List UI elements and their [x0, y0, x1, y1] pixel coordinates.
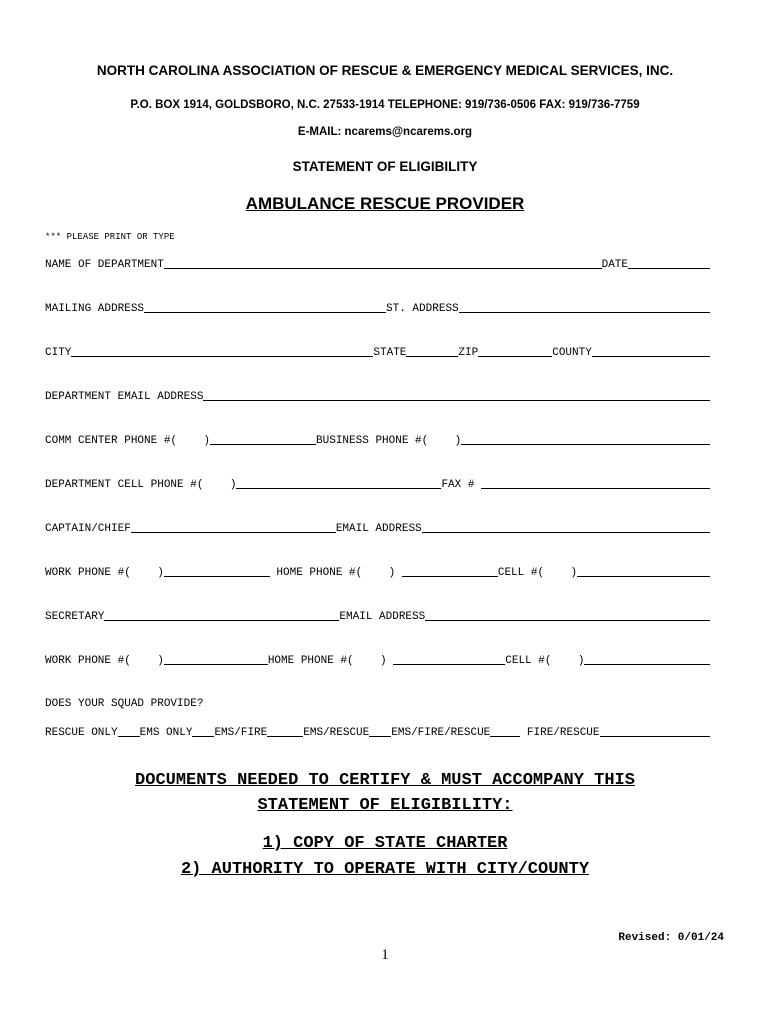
row-dept-cell: [45, 478, 710, 491]
secretary-home-phone-label: HOME PHONE #( ): [267, 655, 394, 667]
fax-field[interactable]: [481, 478, 710, 489]
row-captain: [45, 522, 710, 535]
option-ems-only-label: EMS ONLY: [139, 727, 193, 739]
dept-cell-phone-label: DEPARTMENT CELL PHONE #( ): [45, 479, 237, 491]
row-city: [45, 346, 710, 359]
captain-email-field[interactable]: [422, 522, 710, 533]
mailing-address-label: MAILING ADDRESS: [45, 303, 145, 315]
document-item-charter: 1) COPY OF STATE CHARTER: [262, 834, 508, 853]
org-name: NORTH CAROLINA ASSOCIATION OF RESCUE & EMERGENCY MEDICAL SERVICES, INC.: [96, 63, 674, 78]
zip-label: ZIP: [458, 347, 479, 359]
print-instruction: *** PLEASE PRINT OR TYPE: [45, 232, 175, 242]
dept-email-field[interactable]: [203, 390, 710, 401]
county-label: COUNTY: [552, 347, 592, 359]
row-captain-phones: [45, 566, 710, 579]
secretary-cell-field[interactable]: [584, 654, 710, 665]
row-squad-options: [45, 726, 710, 739]
option-ems-fire-label: EMS/FIRE: [214, 727, 268, 739]
secretary-label: SECRETARY: [45, 611, 105, 623]
row-secretary-phones: [45, 654, 710, 667]
captain-chief-field[interactable]: [131, 522, 336, 533]
date-label: DATE: [601, 259, 628, 271]
option-ems-only-field[interactable]: [192, 726, 214, 737]
state-field[interactable]: [406, 346, 458, 357]
dept-name-label: NAME OF DEPARTMENT: [45, 259, 164, 271]
row-secretary: [45, 610, 710, 623]
captain-work-phone-field[interactable]: [164, 566, 270, 577]
revised-date: Revised: 0/01/24: [618, 932, 724, 944]
documents-heading-line1: DOCUMENTS NEEDED TO CERTIFY & MUST ACCOMPANY THIS: [135, 771, 635, 790]
mailing-address-field[interactable]: [144, 302, 386, 313]
secretary-email-label: EMAIL ADDRESS: [339, 611, 426, 623]
secretary-work-phone-label: WORK PHONE #( ): [45, 655, 164, 667]
business-phone-label: BUSINESS PHONE #( ): [316, 435, 462, 447]
dept-name-field[interactable]: [164, 258, 602, 269]
county-field[interactable]: [592, 346, 710, 357]
captain-email-label: EMAIL ADDRESS: [335, 523, 422, 535]
documents-heading-line2: STATEMENT OF ELIGIBILITY:: [257, 796, 513, 815]
option-fire-rescue-label: FIRE/RESCUE: [520, 727, 600, 739]
st-address-field[interactable]: [459, 302, 710, 313]
row-comm-phone: [45, 434, 710, 447]
captain-cell-field[interactable]: [577, 566, 710, 577]
org-email: E-MAIL: ncarems@ncarems.org: [297, 126, 473, 138]
city-label: CITY: [45, 347, 72, 359]
option-ems-fire-rescue-label: EMS/FIRE/RESCUE: [391, 727, 491, 739]
secretary-field[interactable]: [104, 610, 339, 621]
captain-work-phone-label: WORK PHONE #( ): [45, 567, 164, 579]
state-label: STATE: [373, 347, 407, 359]
secretary-email-field[interactable]: [425, 610, 710, 621]
secretary-cell-label: CELL #( ): [505, 655, 585, 667]
comm-center-phone-field[interactable]: [210, 434, 316, 445]
dept-cell-phone-field[interactable]: [236, 478, 441, 489]
captain-chief-label: CAPTAIN/CHIEF: [45, 523, 131, 535]
captain-home-phone-field[interactable]: [402, 566, 498, 577]
document-item-authority: 2) AUTHORITY TO OPERATE WITH CITY/COUNTY: [180, 860, 590, 879]
secretary-work-phone-field[interactable]: [164, 654, 268, 665]
captain-home-phone-label: HOME PHONE #( ): [269, 567, 402, 579]
form-title: AMBULANCE RESCUE PROVIDER: [245, 194, 525, 213]
option-ems-rescue-label: EMS/RESCUE: [303, 727, 370, 739]
row-dept-email: [45, 390, 710, 403]
captain-cell-label: CELL #( ): [497, 567, 578, 579]
option-rescue-only-field[interactable]: [118, 726, 140, 737]
option-ems-fire-field[interactable]: [267, 726, 303, 737]
option-ems-rescue-field[interactable]: [369, 726, 391, 737]
dept-email-label: DEPARTMENT EMAIL ADDRESS: [45, 391, 204, 403]
page-number: 1: [381, 947, 389, 963]
secretary-home-phone-field[interactable]: [393, 654, 505, 665]
st-address-label: ST. ADDRESS: [386, 303, 459, 315]
fax-label: FAX #: [441, 479, 482, 491]
date-field[interactable]: [628, 258, 710, 269]
option-fire-rescue-field[interactable]: [600, 726, 710, 737]
zip-field[interactable]: [478, 346, 552, 357]
comm-center-phone-label: COMM CENTER PHONE #( ): [45, 435, 211, 447]
row-department-name: [45, 258, 710, 271]
statement-title: STATEMENT OF ELIGIBILITY: [292, 159, 478, 174]
option-rescue-only-label: RESCUE ONLY: [45, 727, 118, 739]
org-address: P.O. BOX 1914, GOLDSBORO, N.C. 27533-1914 TELEPHONE: 919/736-0506 FAX: 919/736-7759: [130, 99, 640, 111]
city-field[interactable]: [71, 346, 373, 357]
option-ems-fire-rescue-field[interactable]: [490, 726, 520, 737]
row-address: [45, 302, 710, 315]
business-phone-field[interactable]: [461, 434, 710, 445]
squad-question: DOES YOUR SQUAD PROVIDE?: [45, 698, 204, 710]
